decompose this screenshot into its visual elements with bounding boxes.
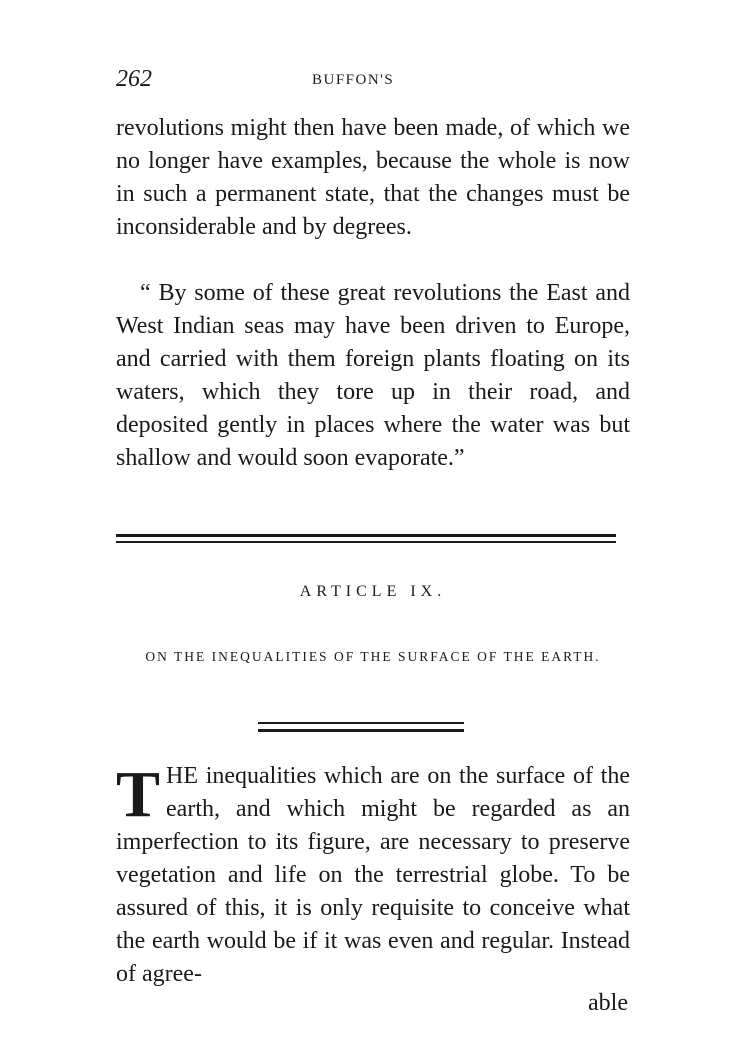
title-rule-thin — [258, 722, 464, 724]
paragraph-1: revolutions might then have been made, of which we no longer have examples, because the whole is now in such a permanent state, that the changes must be inconsiderable and by degrees. — [116, 115, 630, 240]
catchword: able — [588, 990, 628, 1016]
section-rule-thick — [116, 534, 616, 537]
page-header — [116, 66, 630, 96]
section-body — [116, 760, 630, 991]
section-title: ON THE INEQUALITIES OF THE SURFACE OF THE EARTH. — [145, 649, 601, 664]
page-number: 262 — [116, 66, 152, 92]
section-rule-thin — [116, 541, 616, 543]
article-heading: ARTICLE IX. — [299, 583, 447, 600]
section-paragraph: HE inequalities which are on the surface of the earth, and which might be regarded as an imperfection to its figure, are necessary to preserve vegetation and life on the terrestrial globe. To be assured of this, it is only requisite to conceive what the earth would be if it was even and regular. Instead of agree- — [116, 763, 630, 987]
running-head: BUFFON'S — [312, 72, 395, 88]
paragraph-2-quote: “ By some of these great revolutions the East and West Indian seas may have been driven to Europe, and carried with them foreign plants floating on its waters, which they tore up in their road, and deposited gently in places where the water was but shallow and would soon evaporate.” — [116, 280, 630, 471]
drop-cap: T — [116, 758, 161, 831]
title-rule-thick — [258, 729, 464, 732]
